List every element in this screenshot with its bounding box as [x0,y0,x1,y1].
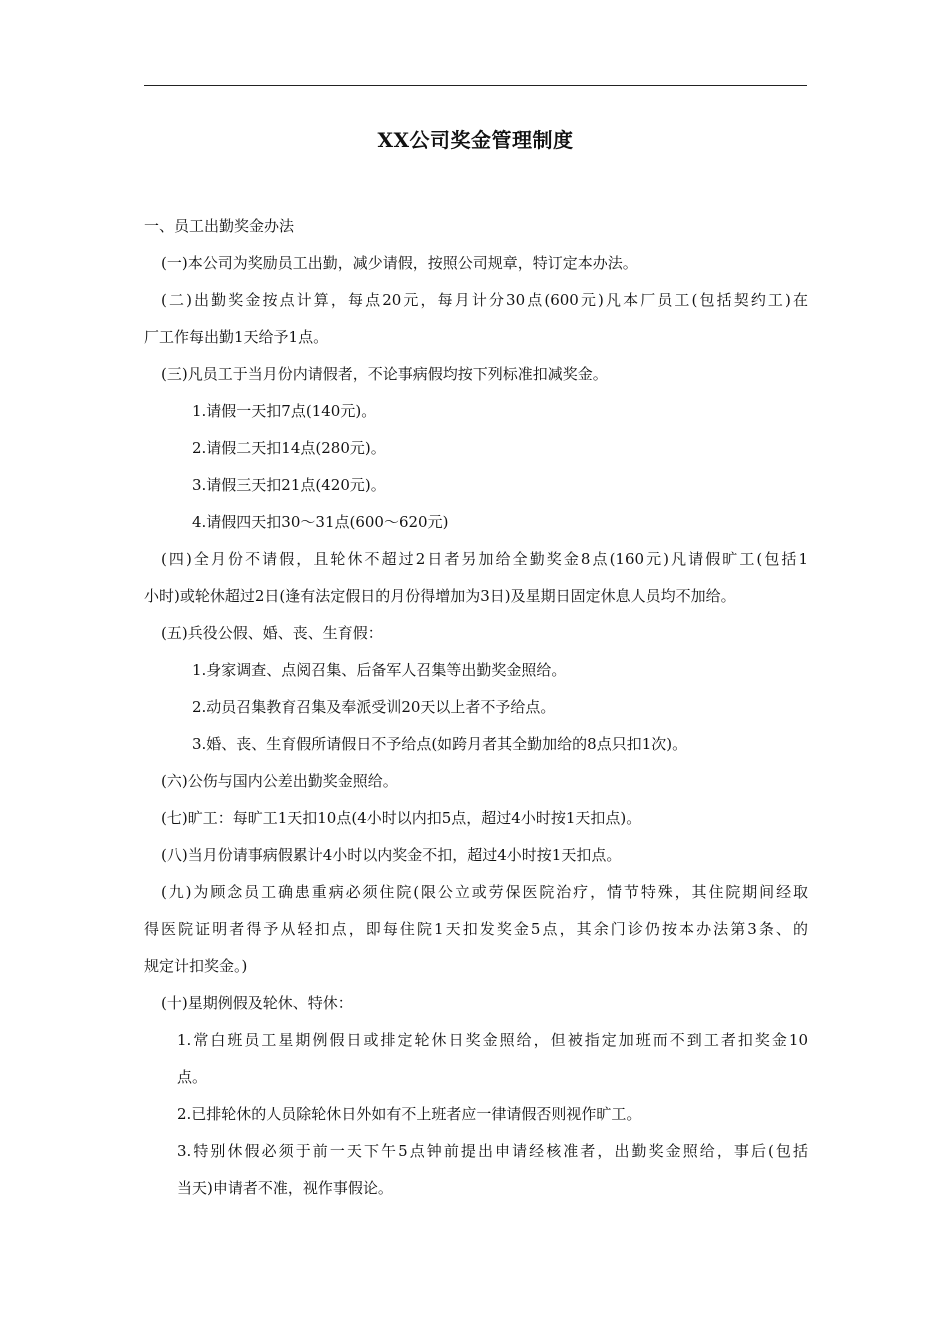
paragraph-2-cont: 厂工作每出勤1天给予1点。 [144,328,329,346]
list-item: 1.常白班员工星期例假日或排定轮休日奖金照给，但被指定加班而不到工者扣奖金10 [177,1031,808,1049]
section-heading: 一、员工出勤奖金办法 [144,217,295,235]
paragraph-2: (二)出勤奖金按点计算，每点20元，每月计分30点(600元)凡本厂员工(包括契约工)在 [161,291,808,309]
paragraph-9-cont: 规定计扣奖金。) [144,957,248,975]
list-item-cont: 点。 [177,1068,208,1086]
list-item: 2.已排轮休的人员除轮休日外如有不上班者应一律请假否则视作旷工。 [177,1105,642,1123]
paragraph-4: (四)全月份不请假，且轮休不超过2日者另加给全勤奖金8点(160元)凡请假旷工(包括1 [161,550,808,568]
list-item: 4.请假四天扣30～31点(600～620元) [192,513,449,531]
list-item-cont: 当天)申请者不准，视作事假论。 [177,1179,393,1197]
paragraph-1: (一)本公司为奖励员工出勤，减少请假，按照公司规章，特订定本办法。 [161,254,638,272]
paragraph-4-cont: 小时)或轮休超过2日(逢有法定假日的月份得增加为3日)及星期日固定休息人员均不加给。 [144,587,736,605]
paragraph-5: (五)兵役公假、婚、丧、生育假： [161,624,383,642]
list-item: 2.动员召集教育召集及奉派受训20天以上者不予给点。 [192,698,556,716]
list-item: 3.请假三天扣21点(420元)。 [192,476,386,494]
paragraph-7: (七)旷工：每旷工1天扣10点(4小时以内扣5点，超过4小时按1天扣点)。 [161,809,642,827]
paragraph-10: (十)星期例假及轮休、特休： [161,994,353,1012]
paragraph-6: (六)公伤与国内公差出勤奖金照给。 [161,772,398,790]
list-item: 3.特别休假必须于前一天下午5点钟前提出申请经核准者，出勤奖金照给，事后(包括 [177,1142,808,1160]
list-item: 1.身家调查、点阅召集、后备军人召集等出勤奖金照给。 [192,661,567,679]
paragraph-3: (三)凡员工于当月份内请假者，不论事病假均按下列标准扣减奖金。 [161,365,608,383]
top-rule [144,85,807,86]
list-item: 2.请假二天扣14点(280元)。 [192,439,386,457]
document-title: XX公司奖金管理制度 [377,128,574,152]
paragraph-9-cont: 得医院证明者得予从轻扣点，即每住院1天扣发奖金5点，其余门诊仍按本办法第3条、的 [144,920,808,938]
paragraph-9: (九)为顾念员工确患重病必须住院(限公立或劳保医院治疗，情节特殊，其住院期间经取 [161,883,808,901]
document-body [144,208,808,1207]
list-item: 3.婚、丧、生育假所请假日不予给点(如跨月者其全勤加给的8点只扣1次)。 [192,735,688,753]
paragraph-8: (八)当月份请事病假累计4小时以内奖金不扣，超过4小时按1天扣点。 [161,846,622,864]
list-item: 1.请假一天扣7点(140元)。 [192,402,377,420]
